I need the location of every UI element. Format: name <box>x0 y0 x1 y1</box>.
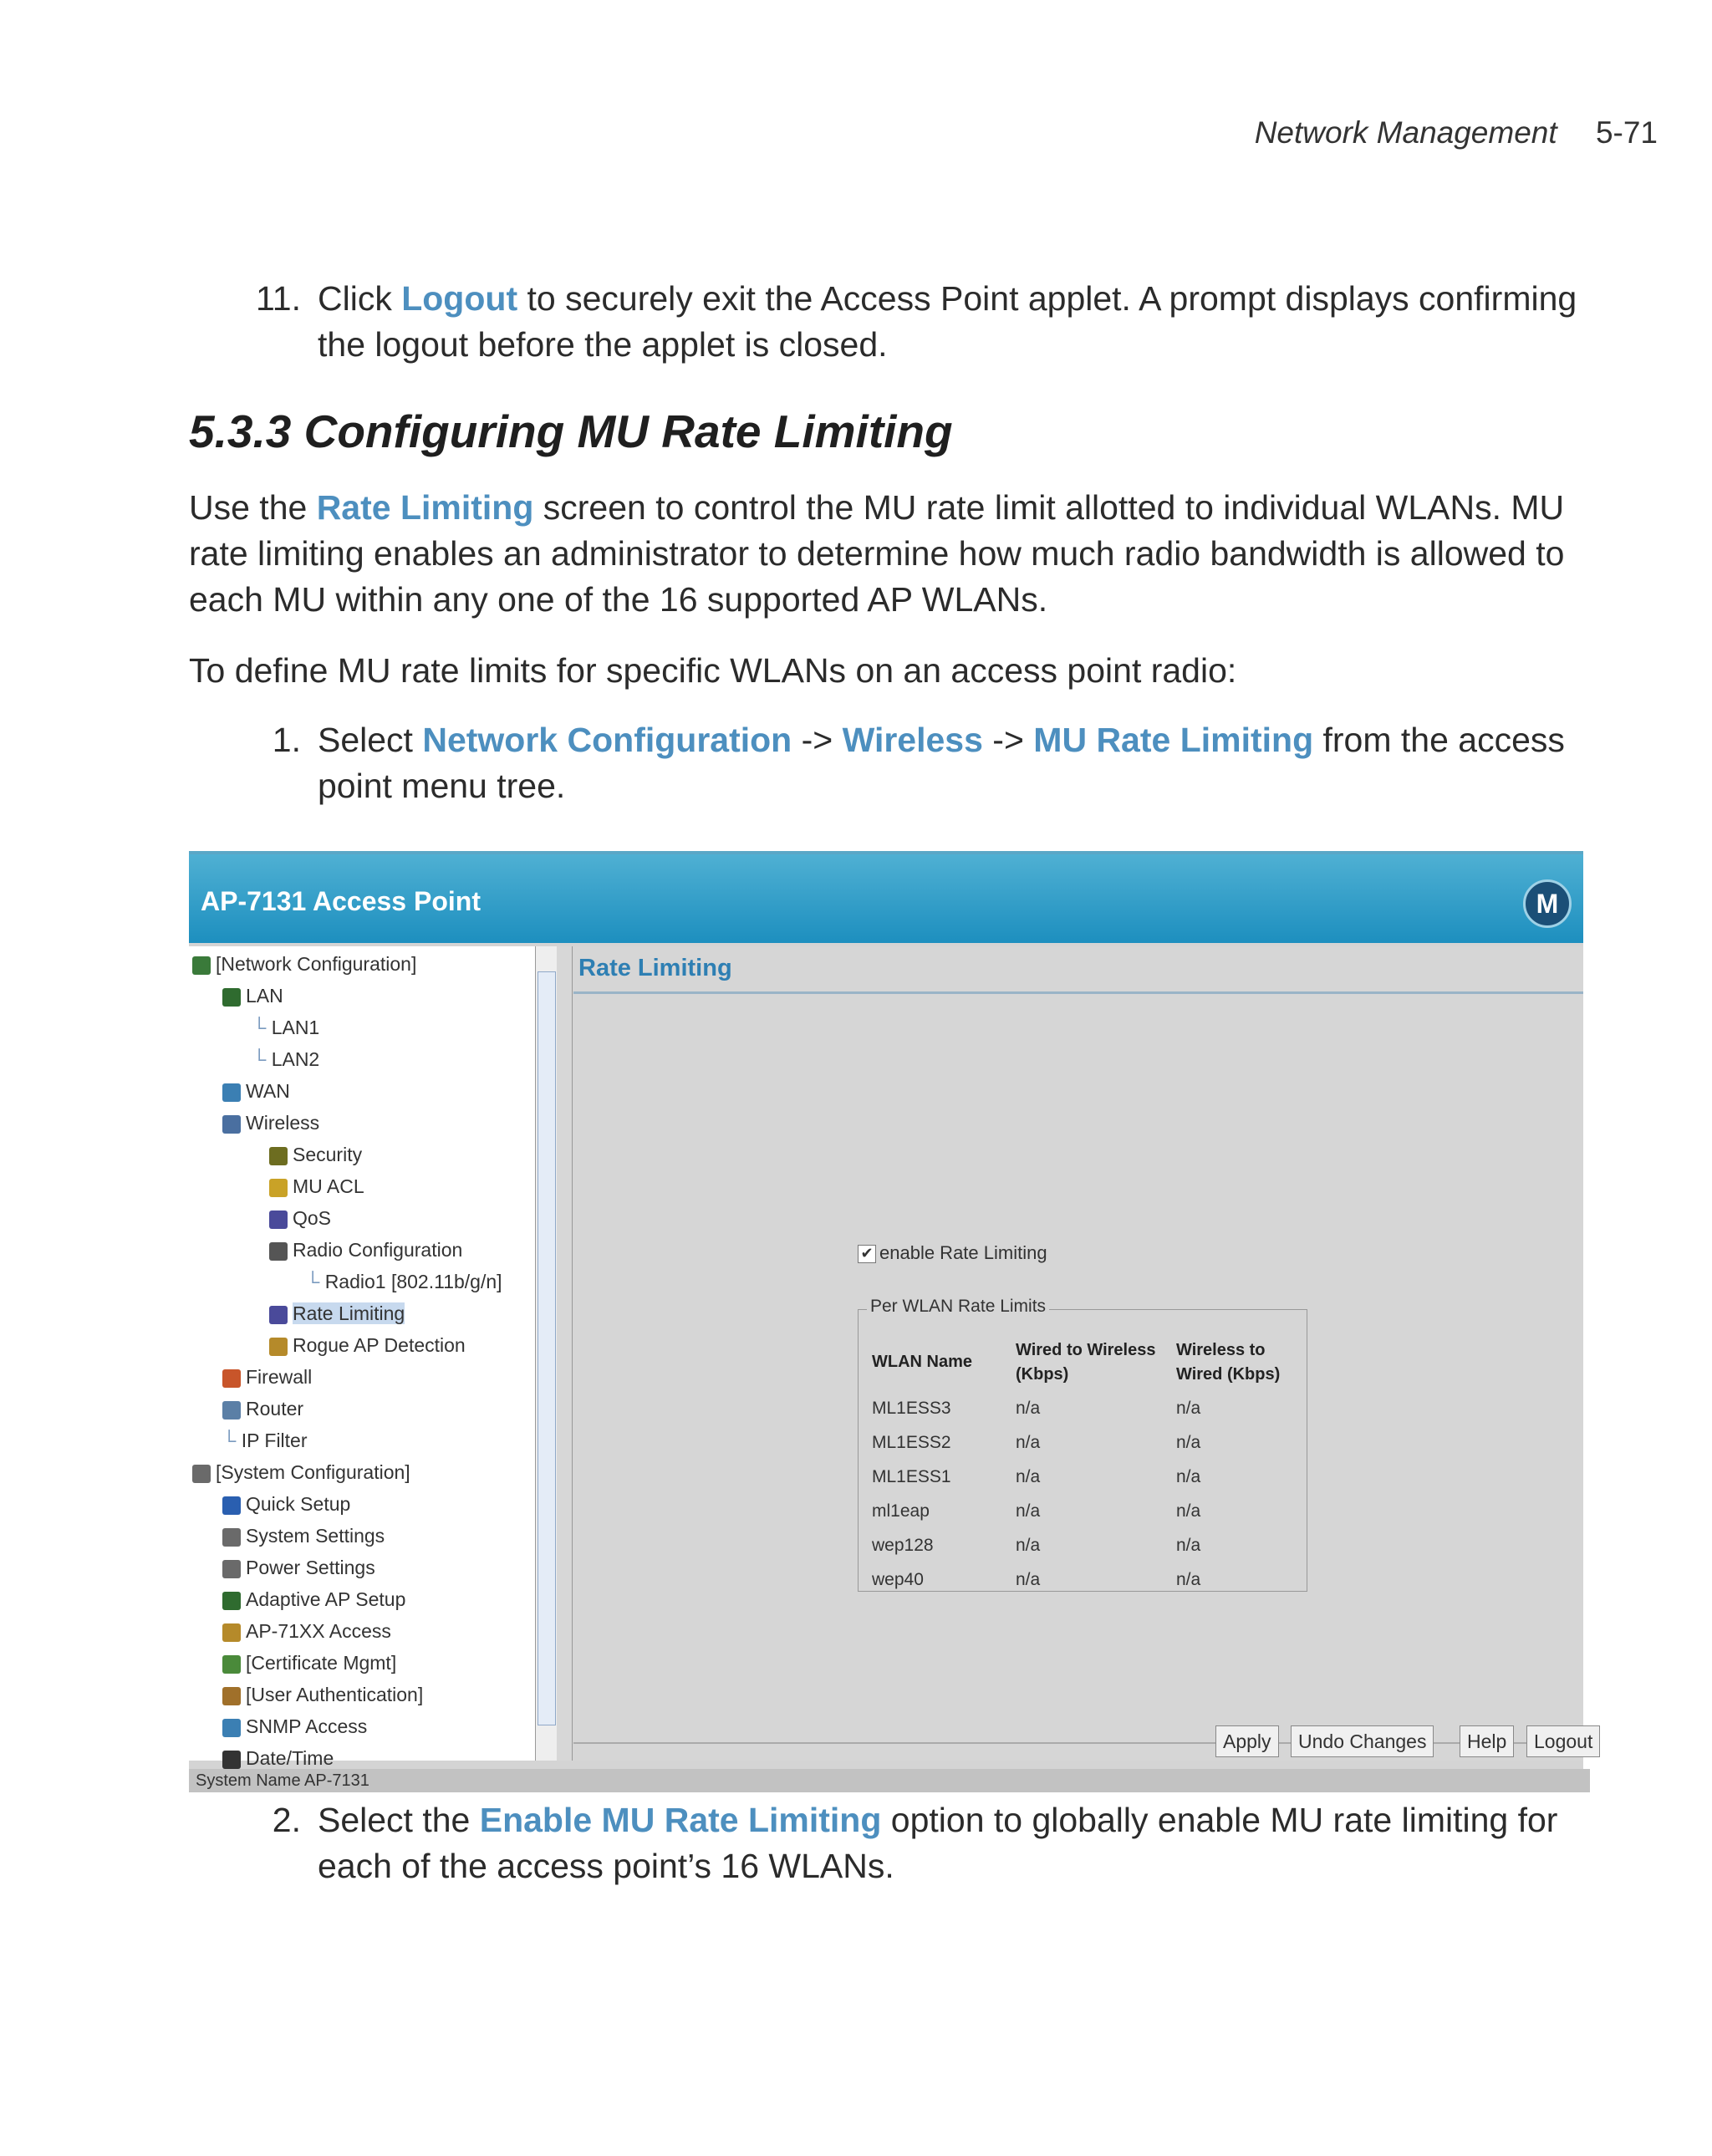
tree-item-quick-setup[interactable] <box>222 1493 350 1521</box>
tree-item-label: LAN <box>246 985 283 1007</box>
tree-item-label: MU ACL <box>293 1175 364 1197</box>
tree-item-lan2[interactable] <box>252 1048 319 1077</box>
tree-item-label: SNMP Access <box>246 1715 368 1737</box>
qos-icon <box>269 1211 288 1229</box>
app-header <box>189 854 1583 943</box>
tree-branch-icon: └ <box>306 1271 325 1292</box>
network-configuration-link[interactable]: Network Configuration <box>422 721 792 759</box>
network-icon <box>192 956 211 975</box>
menu-tree <box>189 946 535 1769</box>
wireless-icon <box>222 1115 241 1134</box>
tree-item-label: [System Configuration] <box>216 1461 410 1483</box>
ap-applet-screenshot <box>189 851 1593 1792</box>
tree-item-rogue-ap-detection[interactable] <box>269 1334 466 1363</box>
tree-item-label: Power Settings <box>246 1557 375 1578</box>
rate-icon <box>269 1306 288 1324</box>
tree-item-lan[interactable] <box>222 985 283 1013</box>
tree-item-label: LAN1 <box>271 1017 320 1038</box>
wireless-to-wired-cell: n/a <box>1176 1536 1201 1555</box>
step-number: 2. <box>272 1801 301 1839</box>
certificate-icon <box>222 1655 241 1674</box>
wired-to-wireless-cell: n/a <box>1016 1501 1041 1521</box>
group-legend: Per WLAN Rate Limits <box>867 1297 1049 1317</box>
wireless-link[interactable]: Wireless <box>842 721 983 759</box>
tree-item-label: Radio Configuration <box>293 1239 463 1261</box>
snmp-icon <box>222 1719 241 1737</box>
settings-icon <box>222 1528 241 1547</box>
tree-item-power-settings[interactable] <box>222 1557 375 1585</box>
tree-item-label: Rate Limiting <box>293 1302 405 1324</box>
tree-branch-icon: └ <box>252 1048 272 1070</box>
content-pane <box>573 946 1593 1761</box>
wlan-name-cell: wep128 <box>872 1536 934 1555</box>
step-number: 1. <box>272 721 301 759</box>
tree-item-label: IP Filter <box>241 1430 308 1451</box>
section-name: Network Management <box>1254 115 1557 150</box>
rate-limiting-link[interactable]: Rate Limiting <box>316 488 534 527</box>
tree-item-label: Date/Time <box>246 1747 334 1769</box>
tree-branch-icon: └ <box>252 1017 272 1038</box>
tree-item-adaptive-ap-setup[interactable] <box>222 1588 405 1617</box>
step-text: Click Logout to securely exit the Access Point applet. A prompt displays confirming the logout before the applet is closed. <box>318 279 1577 364</box>
motorola-logo-icon: M <box>1523 879 1572 928</box>
wireless-to-wired-cell: n/a <box>1176 1467 1201 1486</box>
wlan-name-cell: ML1ESS1 <box>872 1467 951 1486</box>
step-number: 11. <box>256 279 301 318</box>
rogue-icon <box>269 1338 288 1356</box>
tree-item-label: [Network Configuration] <box>216 953 417 975</box>
tree-item-system-settings[interactable] <box>222 1525 385 1553</box>
scrollbar-thumb[interactable] <box>538 971 556 1725</box>
page-number: 5-71 <box>1595 115 1658 150</box>
tree-item-rate-limiting[interactable] <box>269 1302 405 1331</box>
wireless-to-wired-cell: n/a <box>1176 1433 1201 1452</box>
step-text: Select Network Configuration -> Wireless -> MU Rate Limiting from the access point menu tree. <box>318 721 1565 805</box>
tree-item-label: [User Authentication] <box>246 1684 424 1705</box>
firewall-icon <box>222 1369 241 1388</box>
tree-item-label: Security <box>293 1144 363 1165</box>
wlan-name-cell: wep40 <box>872 1570 924 1589</box>
column-header-wired-to-wireless: Wired to Wireless (Kbps) <box>1016 1341 1156 1384</box>
tree-item-label: Wireless <box>246 1112 320 1134</box>
tree-item-label: QoS <box>293 1207 332 1229</box>
column-header-wlan-name: WLAN Name <box>872 1353 973 1371</box>
title-rule <box>573 991 1583 994</box>
column-header-wireless-to-wired: Wireless to Wired (Kbps) <box>1176 1341 1281 1384</box>
content-title: Rate Limiting <box>578 955 732 981</box>
wired-to-wireless-cell: n/a <box>1016 1399 1041 1418</box>
define-paragraph: To define MU rate limits for specific WLANs on an access point radio: <box>189 651 1237 690</box>
tree-item-firewall[interactable] <box>222 1366 312 1394</box>
wired-to-wireless-cell: n/a <box>1016 1467 1041 1486</box>
section-heading: 5.3.3 Configuring MU Rate Limiting <box>189 405 953 457</box>
mu-rate-limiting-link[interactable]: MU Rate Limiting <box>1033 721 1314 759</box>
tree-scrollbar[interactable] <box>535 946 558 1761</box>
power-icon <box>222 1560 241 1578</box>
intro-paragraph: Use the Rate Limiting screen to control the MU rate limit allotted to individual WLANs. MU rate limiting enables an administrator to determine how much radio bandwidth is allowed to each MU within any one of the 16 supported AP WLANs. <box>189 488 1565 619</box>
logout-button[interactable]: Logout <box>1526 1725 1600 1757</box>
lock-icon <box>269 1147 288 1165</box>
wired-to-wireless-cell: n/a <box>1016 1536 1041 1555</box>
logout-link[interactable]: Logout <box>401 279 518 318</box>
clock-icon <box>222 1751 241 1769</box>
tree-item-ip-filter[interactable] <box>222 1430 308 1458</box>
access-icon <box>222 1623 241 1642</box>
split-divider[interactable] <box>557 946 573 1761</box>
tree-item-qos[interactable] <box>269 1207 331 1236</box>
router-icon <box>222 1401 241 1419</box>
tree-item-label: AP-71XX Access <box>246 1620 391 1642</box>
content-frame <box>573 1000 1583 1744</box>
tree-item-label: System Settings <box>246 1525 385 1547</box>
tree-item-label: Adaptive AP Setup <box>246 1588 406 1610</box>
tree-branch-icon: └ <box>222 1430 242 1451</box>
tree-item-system-configuration[interactable] <box>192 1461 410 1490</box>
antenna-icon <box>269 1242 288 1261</box>
tree-item-label: Radio1 [802.11b/g/n] <box>324 1271 502 1292</box>
enable-mu-rate-limiting-link[interactable]: Enable MU Rate Limiting <box>479 1801 882 1839</box>
wlan-name-cell: ML1ESS3 <box>872 1399 951 1418</box>
wlan-name-cell: ML1ESS2 <box>872 1433 951 1452</box>
apply-button[interactable]: Apply <box>1215 1725 1279 1757</box>
undo-changes-button[interactable]: Undo Changes <box>1291 1725 1434 1757</box>
help-button[interactable]: Help <box>1460 1725 1514 1757</box>
tree-item-label: WAN <box>246 1080 290 1102</box>
tree-item-label: Firewall <box>246 1366 313 1388</box>
user-icon <box>222 1687 241 1705</box>
tree-item-security[interactable] <box>269 1144 362 1172</box>
tree-item-radio-configuration[interactable] <box>269 1239 462 1267</box>
tree-item-ap-71xx-access[interactable] <box>222 1620 391 1649</box>
status-bar: System Name AP-7131 <box>189 1769 1590 1792</box>
tree-item-wireless[interactable] <box>222 1112 319 1140</box>
tree-item-network-configuration[interactable] <box>192 953 416 981</box>
tree-item-label: [Certificate Mgmt] <box>246 1652 397 1674</box>
wireless-to-wired-cell: n/a <box>1176 1399 1201 1418</box>
checkbox-label: enable Rate Limiting <box>879 1242 1047 1263</box>
enable-rate-limiting-checkbox[interactable] <box>858 1242 1047 1264</box>
step-text: Select the Enable MU Rate Limiting option to globally enable MU rate limiting for each of the access point’s 16 WLANs. <box>318 1801 1558 1885</box>
adaptive-icon <box>222 1592 241 1610</box>
tree-item-radio1-802-11b-g-n[interactable] <box>306 1271 502 1299</box>
tree-item-mu-acl[interactable] <box>269 1175 364 1204</box>
tree-item-snmp-access[interactable] <box>222 1715 367 1744</box>
lan-icon <box>222 988 241 1007</box>
per-wlan-rate-limits-group <box>858 1297 1307 1592</box>
wired-to-wireless-cell: n/a <box>1016 1433 1041 1452</box>
tree-item-router[interactable] <box>222 1398 303 1426</box>
tree-item-lan1[interactable] <box>252 1017 319 1045</box>
key-icon <box>269 1179 288 1197</box>
tree-item-label: Rogue AP Detection <box>293 1334 466 1356</box>
app-title: AP-7131 Access Point <box>201 886 481 916</box>
page-header <box>1255 115 1658 150</box>
tree-item-label: LAN2 <box>271 1048 320 1070</box>
wan-icon <box>222 1083 241 1102</box>
wireless-to-wired-cell: n/a <box>1176 1501 1201 1521</box>
tree-item-wan[interactable] <box>222 1080 290 1109</box>
arrow-icon <box>222 1496 241 1515</box>
tree-item-label: Router <box>246 1398 304 1419</box>
tree-item-label: Quick Setup <box>246 1493 351 1515</box>
checkbox-box[interactable]: ✔ <box>858 1245 876 1263</box>
system-icon <box>192 1465 211 1483</box>
wired-to-wireless-cell: n/a <box>1016 1570 1041 1589</box>
tree-item-user-authentication[interactable] <box>222 1684 423 1712</box>
tree-item-certificate-mgmt[interactable] <box>222 1652 396 1680</box>
wireless-to-wired-cell: n/a <box>1176 1570 1201 1589</box>
wlan-name-cell: ml1eap <box>872 1501 930 1521</box>
